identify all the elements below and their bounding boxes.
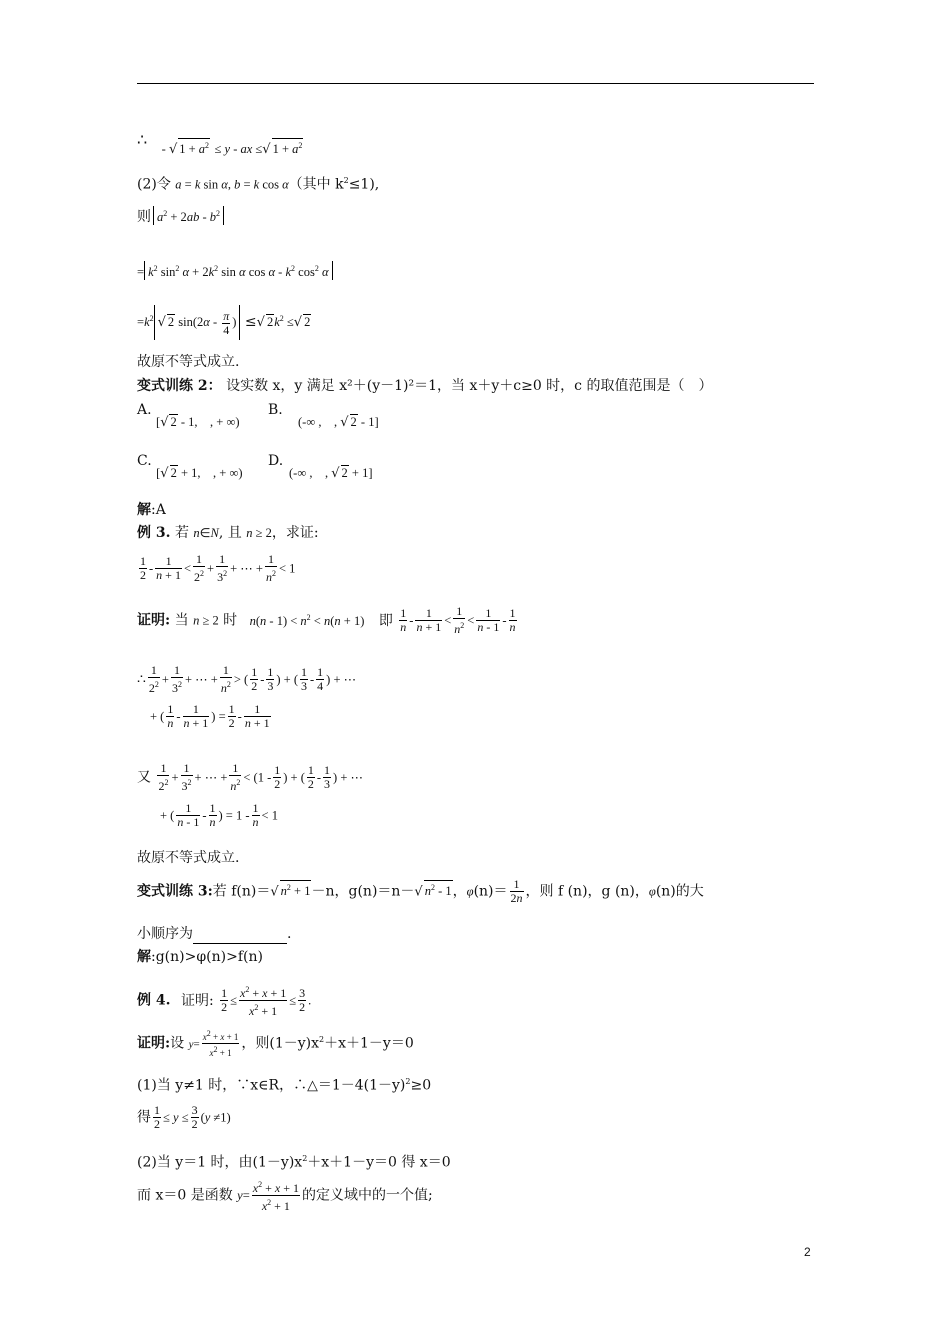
exercise-3-label: 变式训练 3: (137, 883, 213, 900)
answer-text: :A (151, 502, 166, 518)
option-c-value: [√ 2 + 1, , + ∞) (156, 466, 243, 481)
line-sum-upper-2: + ( $\frac{1}{n - 1}$ - $\frac{1}{n}$ ) = 1 - $\frac{1}{n}$ < 1 (160, 801, 278, 829)
line-exercise-2 (137, 376, 712, 396)
answer-3-text: :g(n)>φ(n)>f(n) (151, 949, 263, 965)
line-case-1-result: 得 $\frac{1}{2}$ ≤ y ≤ $\frac{3}{2}$ (y ≠1) (137, 1103, 231, 1131)
line-therefore-range (137, 130, 303, 158)
line-proof-3: 证明: 当 n ≥ 2 时 $n(n - 1) < n^2 < n(n + 1)$ 即 $\frac{1}{n}$ - $\frac{1}{n + 1}$ < $\frac{1}{n^2}$ < $\frac{1}{n - 1}$ - $\frac{1}{n}$ (137, 604, 516, 636)
line-options-ab (137, 400, 379, 434)
line-inequality-3: $\frac{1}{2}$ - $\frac{1}{n + 1}$ < $\frac{1}{2^2}$ + $\frac{1}{3^2}$ + ⋯ + $\frac{1}{n^2}$ < 1 (140, 552, 296, 584)
line-domain: 而 x＝0 是函数 y= $\frac{x^2 + x + 1}{x^2 + 1}$ 的定义域中的一个值; (137, 1180, 433, 1213)
order-question-text: 小顺序为 (137, 926, 193, 942)
option-a-value: [√ 2 - 1, , + ∞) (156, 415, 240, 430)
line-example-3: 例 3. 若 n∈N, 且 n ≥ 2，求证: (137, 525, 319, 541)
line-sum-upper: 又 $\frac{1}{2^2}$ + $\frac{1}{3^2}$ + ⋯ + $\frac{1}{n^2}$ < (1 - $\frac{1}{2}$ ) + ( $\frac{1}{2}$ - $\frac{1}{3}$ ) + ⋯ (137, 761, 364, 793)
option-d-value: (-∞ , , √ 2 + 1] (289, 466, 373, 481)
line-proof-4: 证明:设 y= $\frac{x^2 + x + 1}{x^2 + 1}$ ，则$(1-y)x^2+x+1-y=0$ (137, 1029, 414, 1058)
line-answer-2 (137, 500, 166, 520)
line-bound: $=k^2$ √ 2 sin(2α - $\frac{\pi}{4}$ ) ≤√ $2k^2$ ≤√ 2 (137, 305, 311, 340)
header-rule (137, 83, 814, 84)
option-b-value: (-∞ , , √ 2 - 1] (298, 415, 379, 430)
line-exercise-3: 变式训练 3:若 f(n)＝√ $n^2 + 1-n$，g(n)＝n－√ $n^2 - 1$，φ(n)＝ $\frac{1}{2n}$ ，则 f (n)，g (n)，φ(n)的大 (137, 877, 704, 905)
answer-3-label: 解 (137, 949, 151, 965)
answer-label: 解 (137, 502, 151, 518)
line-answer-3 (137, 947, 263, 967)
option-c-label: C. (137, 453, 152, 469)
line-case-2: (2)当 y＝1 时，由$(1-y)x^2+x+1-y=0$ 得 x＝0 (137, 1154, 451, 1171)
line-order-question (137, 924, 291, 944)
therefore-symbol: ∴ (137, 130, 148, 150)
example-4-label: 例 4. (137, 992, 171, 1009)
line-sum-lower: ∴ $\frac{1}{2^2}$ + $\frac{1}{3^2}$ + ⋯ + $\frac{1}{n^2}$ > ( $\frac{1}{2}$ - $\frac{1}{3}$ ) + ( $\frac{1}{3}$ - $\frac{1}{4}$ ) + ⋯ (137, 663, 357, 695)
proof-3-label: 证明: (137, 612, 171, 629)
proof-4-label: 证明: (137, 1035, 171, 1052)
line-then: 则 $a^2 + 2ab - b^2$ (137, 206, 224, 227)
option-a-label: A. (137, 402, 152, 418)
line-conclusion-1: 故原不等式成立. (137, 354, 240, 370)
answer-blank (193, 929, 287, 944)
order-question-end: . (287, 926, 292, 942)
line-case-1: (1)当 y≠1 时，∵x∈R，$\therefore\triangle=1-4(1-y)^2\ge 0$ (137, 1077, 432, 1094)
line-example-4: 例 4. 证明: $\frac{1}{2}$ ≤ $\frac{x^2 + x + 1}{x^2 + 1}$ ≤ $\frac{3}{2}$ . (137, 985, 312, 1018)
option-d-label: D. (268, 453, 284, 469)
line-sum-lower-2: + ( $\frac{1}{n}$ - $\frac{1}{n + 1}$ ) = $\frac{1}{2}$ - $\frac{1}{n + 1}$ (150, 702, 270, 730)
exercise-2-label: 变式训练 2： (137, 378, 222, 394)
page-number: 2 (804, 1245, 811, 1259)
l1-math: - √ $1 + a^2 \le y$ - ax ≤√ $1 + a^2$ (162, 141, 304, 157)
exercise-2-text: 设实数 x，y 满足 x²＋(y－1)²＝1，当 x＋y＋c≥0 时，c 的取值范围是（ ） (226, 378, 713, 394)
line-options-cd (137, 451, 373, 485)
line-conclusion-2: 故原不等式成立. (137, 850, 240, 866)
option-b-label: B. (268, 402, 283, 418)
line-expand: = $k^2$ $\sin^2 \alpha + 2k^2$ sin α cos α - $k^2$ $\cos^2 \alpha$ (137, 261, 333, 282)
line-substitution: (2)令 a = k sin α, b = k cos α（其中 $k^2\le 1$), (137, 176, 380, 193)
example-3-label: 例 3. (137, 525, 171, 541)
